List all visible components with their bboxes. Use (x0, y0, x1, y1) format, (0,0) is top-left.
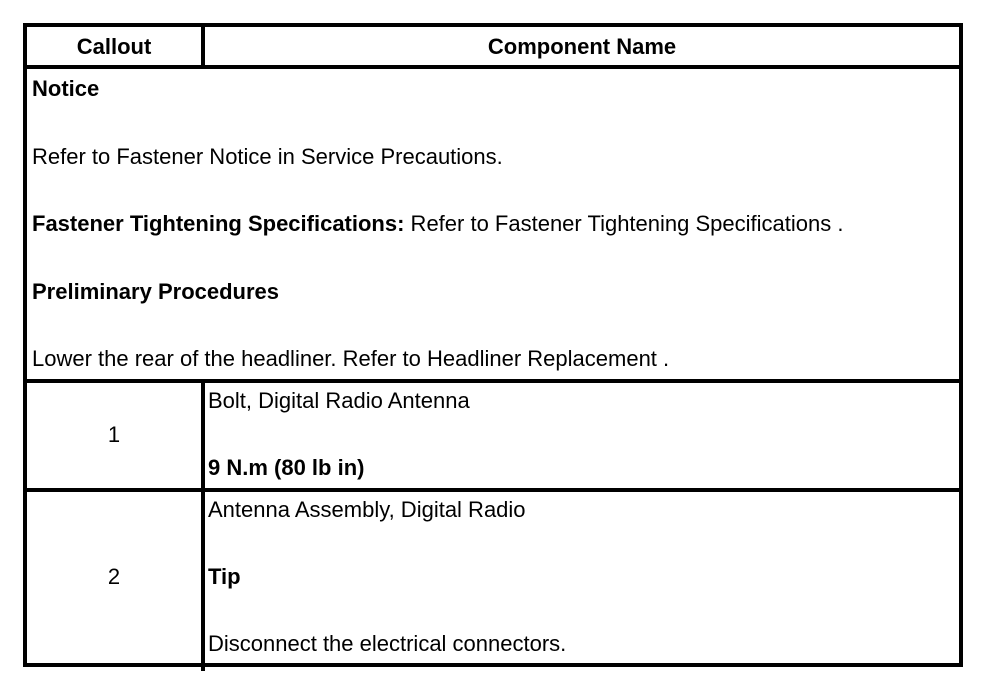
header-callout: Callout (76, 34, 152, 59)
preliminary-text: Lower the rear of the headliner. Refer to Headliner Replacement . (32, 346, 670, 371)
row-1-name: Bolt, Digital Radio Antenna (208, 388, 470, 413)
header-component-name: Component Name (487, 34, 677, 59)
component-table (23, 23, 963, 667)
preliminary-title: Preliminary Procedures (32, 279, 280, 304)
rows-column-divider (201, 379, 205, 671)
row-2-tip-title: Tip (208, 564, 241, 589)
fastener-spec-label: Fastener Tightening Specifications: (32, 211, 405, 236)
notice-title: Notice (32, 76, 100, 101)
row-1-callout: 1 (107, 422, 121, 447)
row-2-name: Antenna Assembly, Digital Radio (208, 497, 526, 522)
notice-text: Refer to Fastener Notice in Service Precautions. (32, 144, 503, 169)
row-2-callout: 2 (107, 564, 121, 589)
row-1-torque: 9 N.m (80 lb in) (208, 455, 365, 480)
row-2-tip-text: Disconnect the electrical connectors. (208, 631, 567, 656)
notice-divider (27, 379, 959, 383)
fastener-spec-text: Refer to Fastener Tightening Specifications . (404, 211, 844, 236)
row-divider (27, 488, 959, 492)
header-divider (27, 65, 959, 69)
fastener-spec-line (32, 211, 843, 237)
